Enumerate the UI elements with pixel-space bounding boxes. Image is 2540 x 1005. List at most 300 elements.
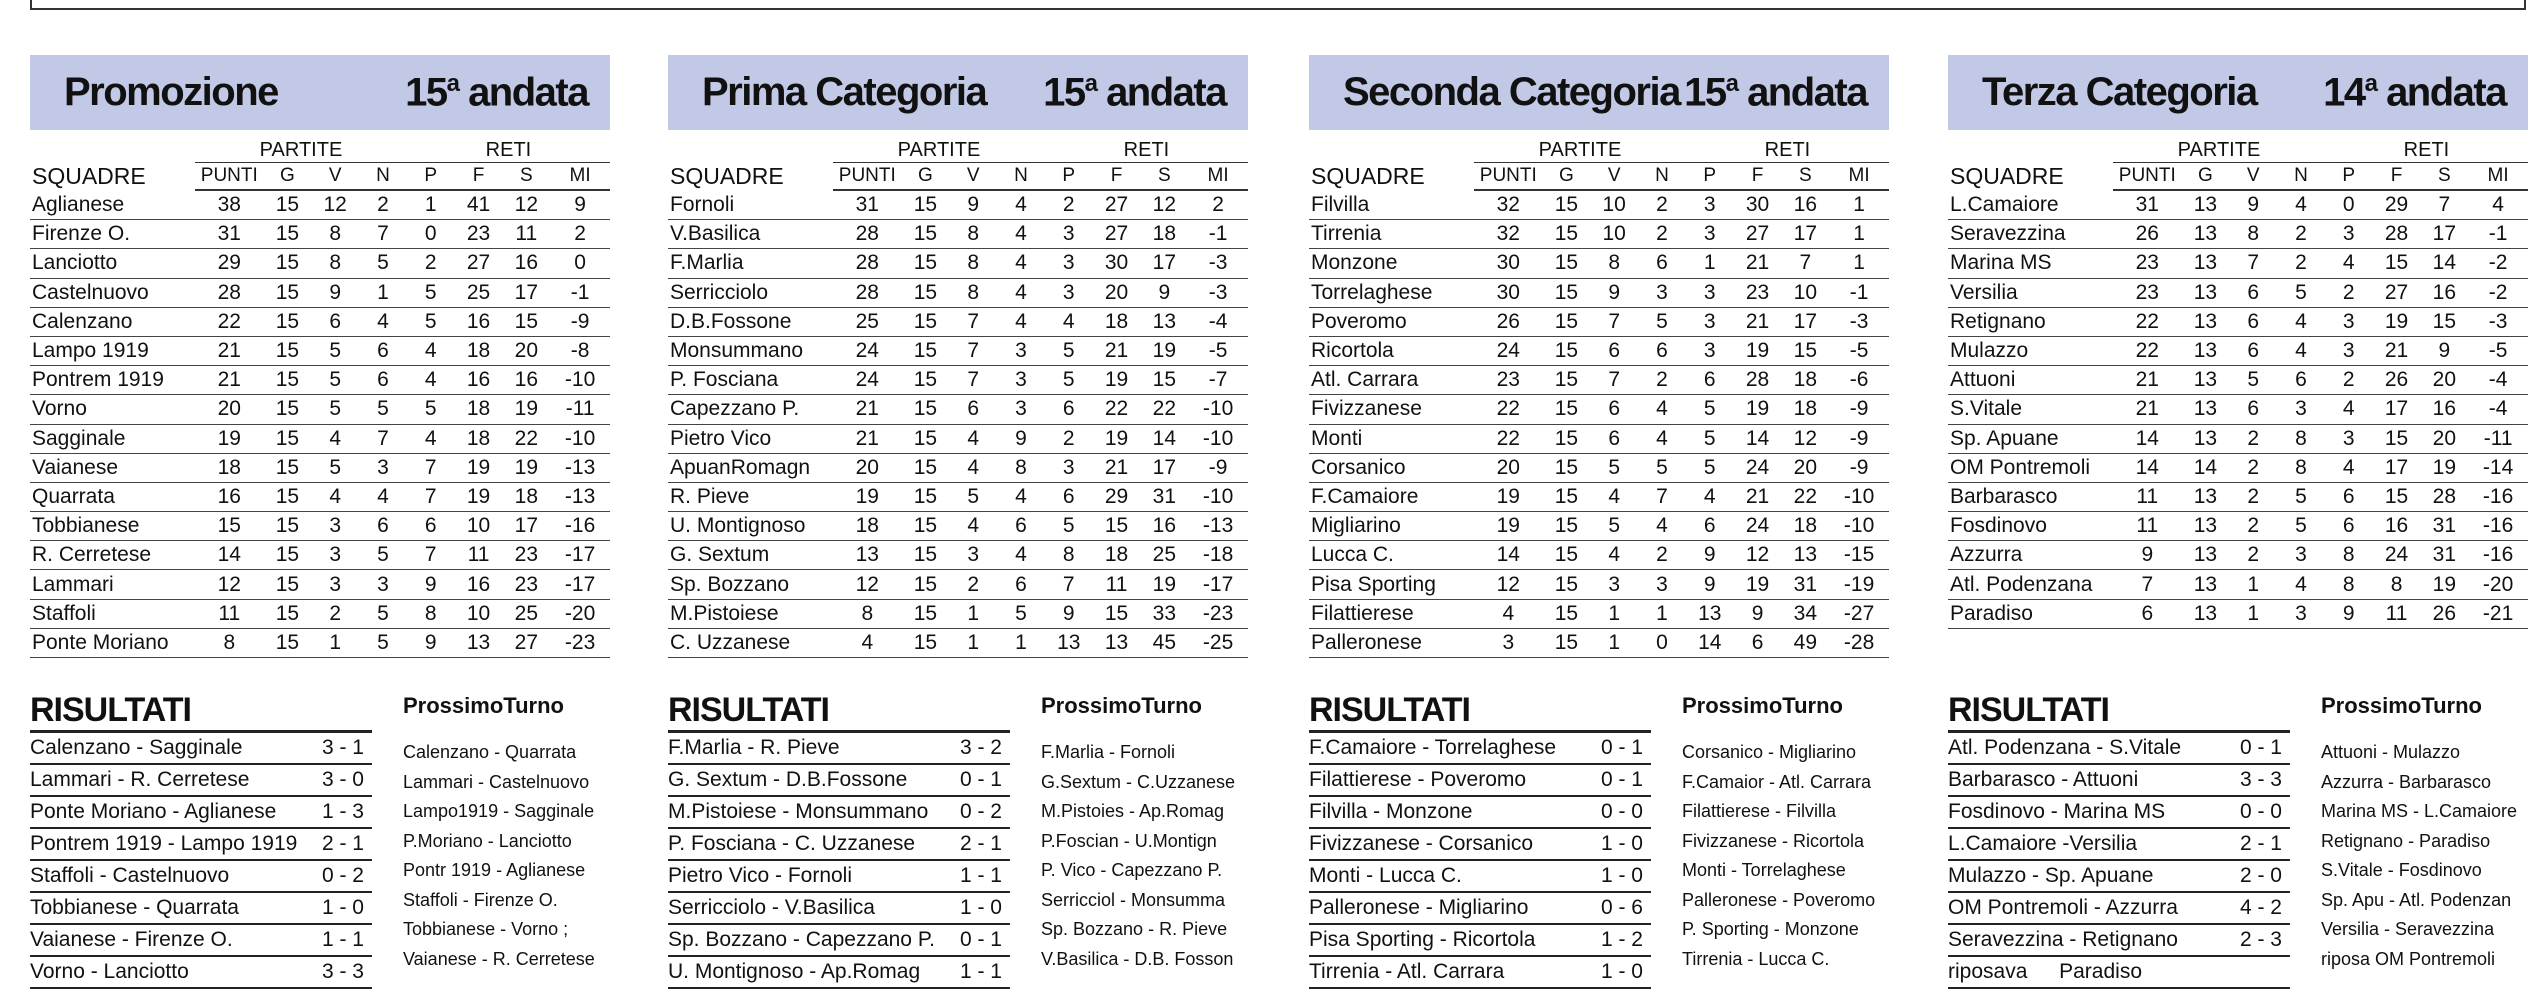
- stat-cell: 18: [466, 339, 491, 363]
- stat-cell: 27: [466, 251, 491, 275]
- stat-cell: 26: [2384, 368, 2409, 392]
- stat-cell: 1: [1703, 251, 1716, 275]
- stat-cell: 15: [1554, 572, 1579, 596]
- match-teams: Fivizzanese - Corsanico: [1309, 832, 1534, 855]
- result-row: [30, 797, 372, 829]
- stat-cell: 0: [2342, 193, 2355, 217]
- standings-row: [668, 366, 1248, 395]
- stat-cell: 6: [1608, 426, 1620, 450]
- next-match: Attuoni - Mulazzo: [2321, 742, 2461, 762]
- stat-cell: 13: [1793, 543, 1817, 567]
- stat-cell: 8: [967, 280, 979, 304]
- stat-cell: 15: [275, 572, 300, 596]
- stat-cell: 13: [2193, 251, 2218, 275]
- standings-row: [668, 307, 1248, 336]
- stat-cell: 9: [2141, 543, 2154, 567]
- result-row: [1948, 925, 2290, 957]
- match-teams: M.Pistoiese - Monsummano: [668, 800, 929, 823]
- next-match: P. Vico - Capezzano P.: [1041, 860, 1223, 880]
- match-score: Paradiso: [2059, 960, 2142, 983]
- standings-row: [668, 220, 1248, 249]
- stat-cell: 7: [1608, 368, 1620, 392]
- stat-cell: 6: [1062, 484, 1075, 508]
- stat-cell: 1: [967, 601, 979, 625]
- match-score: 0 - 1: [1600, 768, 1643, 791]
- team-name: Fosdinovo: [1950, 514, 2047, 538]
- stat-cell: 22: [2135, 339, 2159, 363]
- result-row: [668, 893, 1010, 925]
- stat-cell: 10: [1602, 222, 1626, 246]
- team-name: Lammari: [32, 572, 114, 596]
- standings-row: [1948, 190, 2528, 220]
- stat-cell: 2: [2295, 222, 2307, 246]
- stat-cell: 14: [2135, 426, 2159, 450]
- stat-cell: 15: [1104, 514, 1129, 538]
- standings-row: [1309, 599, 1889, 628]
- stat-cell: 21: [1104, 455, 1129, 479]
- stat-cell: 9: [574, 193, 586, 217]
- stat-cell: 6: [2247, 309, 2259, 333]
- col-header: MI: [1188, 163, 1248, 191]
- stat-cell: 5: [1062, 514, 1075, 538]
- team-name: Torrelaghese: [1311, 280, 1433, 304]
- team-name: Paradiso: [1950, 601, 2033, 625]
- stat-cell: 8: [424, 601, 437, 625]
- stat-cell: 25: [466, 280, 491, 304]
- stat-cell: 5: [1608, 514, 1620, 538]
- col-header: PUNTI: [2113, 163, 2181, 191]
- team-name: Barbarasco: [1950, 484, 2058, 508]
- next-match: Calenzano - Quarrata: [403, 742, 577, 762]
- stat-cell: 6: [2141, 601, 2154, 625]
- result-row: [1309, 797, 1651, 829]
- match-score: 2 - 1: [959, 832, 1002, 855]
- match-teams: Filattierese - Poveromo: [1309, 768, 1527, 791]
- stat-cell: 15: [1554, 484, 1579, 508]
- stat-cell: 16: [2432, 280, 2456, 304]
- standings-row: [1309, 570, 1889, 599]
- stat-cell: 26: [2135, 222, 2159, 246]
- next-match: Filattierese - Filvilla: [1682, 801, 1837, 821]
- match-teams: Pietro Vico - Fornoli: [668, 864, 853, 887]
- standings-row: [668, 424, 1248, 453]
- standings-row: [1309, 453, 1889, 482]
- stat-cell: 19: [514, 397, 538, 421]
- stat-cell: 5: [329, 339, 341, 363]
- standings-row: [1948, 336, 2528, 365]
- next-match: F.Camaior - Atl. Carrara: [1682, 771, 1872, 792]
- standings-row: [1309, 395, 1889, 424]
- standings-row: [1948, 453, 2528, 482]
- match-score: 2 - 1: [2239, 832, 2282, 855]
- standings-row: [1948, 278, 2528, 307]
- stat-cell: 19: [855, 484, 879, 508]
- stat-cell: -10: [1843, 484, 1875, 508]
- results-list: [30, 690, 372, 989]
- stat-cell: 3: [1656, 572, 1668, 596]
- team-name: P. Fosciana: [670, 368, 779, 392]
- stat-cell: 4: [1062, 309, 1075, 333]
- stat-cell: 5: [424, 309, 437, 333]
- team-name: Sp. Bozzano: [670, 572, 790, 596]
- team-name: Capezzano P.: [670, 397, 800, 421]
- stat-cell: -11: [565, 397, 595, 421]
- next-match: Sp. Apu - Atl. Podenzan: [2321, 889, 2512, 910]
- stat-cell: 8: [967, 251, 979, 275]
- squadre-header: SQUADRE: [1950, 163, 2064, 189]
- next-match: Staffoli - Firenze O.: [403, 889, 558, 910]
- stat-cell: 19: [217, 426, 241, 450]
- team-name: Lampo 1919: [32, 339, 149, 363]
- stat-cell: 4: [2342, 455, 2355, 479]
- col-header: G: [2181, 163, 2229, 191]
- stat-cell: 2: [329, 601, 341, 625]
- stat-cell: 13: [466, 630, 491, 654]
- stat-cell: 17: [1152, 251, 1176, 275]
- league-column-terza-categoria: [1948, 55, 2528, 995]
- stat-cell: 3: [1062, 222, 1075, 246]
- stat-cell: 16: [514, 251, 538, 275]
- stat-cell: 9: [1158, 280, 1171, 304]
- next-match: Marina MS - L.Camaiore: [2321, 801, 2518, 821]
- stat-cell: 15: [913, 222, 938, 246]
- standings-row: [30, 482, 610, 511]
- stat-cell: -7: [1208, 368, 1228, 392]
- stat-cell: 3: [967, 543, 979, 567]
- stat-cell: 32: [1496, 193, 1520, 217]
- stat-cell: 2: [377, 193, 389, 217]
- stat-cell: 24: [855, 339, 879, 363]
- stat-cell: 4: [329, 484, 341, 508]
- league-column-promozione: [30, 55, 610, 995]
- stat-cell: -20: [564, 601, 596, 625]
- match-teams: Tobbianese - Quarrata: [30, 896, 239, 919]
- stat-cell: 3: [1703, 309, 1716, 333]
- stat-cell: 20: [514, 339, 538, 363]
- stat-cell: 15: [913, 455, 938, 479]
- stat-cell: 15: [913, 630, 938, 654]
- stat-cell: 5: [329, 455, 341, 479]
- match-score: 1 - 0: [1600, 960, 1643, 983]
- stat-cell: 49: [1793, 630, 1817, 654]
- stat-cell: 12: [1793, 426, 1817, 450]
- standings-row: [30, 336, 610, 365]
- result-row: [668, 925, 1010, 957]
- match-teams: Palleronese - Migliarino: [1309, 896, 1529, 919]
- standings-row: [1948, 307, 2528, 336]
- match-teams: Sp. Bozzano - Capezzano P.: [668, 928, 935, 951]
- stat-cell: 3: [1502, 630, 1515, 654]
- next-match: Retignano - Paradiso: [2321, 830, 2491, 851]
- stat-cell: 23: [514, 572, 538, 596]
- stat-cell: 15: [913, 193, 938, 217]
- squadre-header: SQUADRE: [1311, 163, 1425, 189]
- team-name: Azzurra: [1950, 543, 2023, 567]
- col-header: F: [1093, 163, 1141, 191]
- col-header: G: [901, 163, 949, 191]
- result-row: [30, 925, 372, 957]
- top-frame: [30, 0, 2526, 10]
- stat-cell: -13: [564, 484, 596, 508]
- stat-cell: 15: [913, 484, 938, 508]
- standings-row: [30, 366, 610, 395]
- match-score: 4 - 2: [2239, 896, 2282, 919]
- stat-cell: 15: [275, 514, 300, 538]
- stat-cell: 28: [217, 280, 241, 304]
- stat-cell: 19: [2384, 309, 2409, 333]
- stat-cell: 13: [855, 543, 879, 567]
- stat-cell: 4: [377, 484, 389, 508]
- stat-cell: -17: [1202, 572, 1234, 596]
- stat-cell: 18: [1152, 222, 1176, 246]
- stat-cell: 3: [2342, 339, 2355, 363]
- result-row: [668, 765, 1010, 797]
- stat-cell: 15: [275, 484, 300, 508]
- standings-row: [30, 395, 610, 424]
- stat-cell: 19: [2432, 572, 2456, 596]
- stat-cell: 1: [1853, 251, 1865, 275]
- stat-cell: 21: [217, 368, 241, 392]
- stat-cell: 9: [2342, 601, 2355, 625]
- stat-cell: -28: [1843, 630, 1875, 654]
- stat-cell: 5: [377, 630, 389, 654]
- next-match: Vaianese - R. Cerretese: [403, 948, 595, 969]
- stat-cell: 22: [217, 309, 241, 333]
- stat-cell: 4: [424, 339, 437, 363]
- stat-cell: 2: [967, 572, 979, 596]
- stat-cell: 14: [2193, 455, 2218, 479]
- standings-row: [1309, 541, 1889, 570]
- stat-cell: 5: [2295, 484, 2307, 508]
- stat-cell: 21: [855, 397, 879, 421]
- standings-row: [1948, 482, 2528, 511]
- stat-cell: 25: [1152, 543, 1176, 567]
- result-row: [1309, 893, 1651, 925]
- stat-cell: 28: [1745, 368, 1770, 392]
- team-name: Retignano: [1950, 309, 2046, 333]
- stat-cell: 4: [967, 514, 979, 538]
- stat-cell: 18: [855, 514, 879, 538]
- standings-row: [668, 395, 1248, 424]
- stat-cell: 24: [2384, 543, 2409, 567]
- col-header: S: [2420, 163, 2468, 191]
- stat-cell: 31: [1793, 572, 1817, 596]
- stat-cell: 15: [275, 426, 300, 450]
- team-name: Tobbianese: [32, 514, 140, 538]
- team-name: Quarrata: [32, 484, 115, 508]
- reti-group-header: RETI: [1686, 138, 1889, 163]
- stat-cell: 7: [1799, 251, 1812, 275]
- league-name: Prima Categoria: [702, 70, 987, 114]
- col-header: N: [359, 163, 407, 191]
- result-row: [30, 829, 372, 861]
- stat-cell: -13: [1202, 514, 1234, 538]
- stat-cell: 3: [1062, 455, 1075, 479]
- match-score: 0 - 1: [959, 928, 1002, 951]
- stat-cell: 16: [1152, 514, 1176, 538]
- stat-cell: 2: [424, 251, 437, 275]
- league-name: Promozione: [64, 70, 278, 114]
- result-row: [1309, 861, 1651, 893]
- stat-cell: -3: [1208, 280, 1228, 304]
- stat-cell: 2: [2247, 455, 2259, 479]
- stat-cell: -14: [2482, 455, 2514, 479]
- stat-cell: 21: [2384, 339, 2409, 363]
- stat-cell: 5: [377, 397, 389, 421]
- stat-cell: -9: [570, 309, 590, 333]
- stat-cell: 15: [1554, 222, 1579, 246]
- team-name: G. Sextum: [670, 543, 770, 567]
- match-score: 3 - 0: [321, 768, 364, 791]
- team-name: Lucca C.: [1311, 543, 1394, 567]
- team-name: R. Cerretese: [32, 543, 152, 567]
- next-match: Palleronese - Poveromo: [1682, 889, 1876, 910]
- partite-group-header: PARTITE: [833, 138, 1045, 163]
- stat-cell: 15: [913, 543, 938, 567]
- stat-cell: 2: [1062, 193, 1075, 217]
- stat-cell: 1: [1853, 193, 1865, 217]
- team-name: Corsanico: [1311, 455, 1406, 479]
- next-round-title: ProssimoTurno: [2321, 693, 2482, 718]
- stat-cell: 12: [855, 572, 879, 596]
- stat-cell: 2: [2247, 484, 2259, 508]
- stat-cell: 22: [1152, 397, 1176, 421]
- stat-cell: 5: [377, 543, 389, 567]
- col-header: V: [311, 163, 359, 191]
- stat-cell: 28: [2384, 222, 2409, 246]
- match-score: 0 - 0: [2239, 800, 2282, 823]
- stat-cell: 5: [424, 397, 437, 421]
- stat-cell: 5: [967, 484, 979, 508]
- stat-cell: 21: [1745, 251, 1770, 275]
- stat-cell: 21: [2135, 368, 2159, 392]
- reti-group-header: RETI: [407, 138, 610, 163]
- standings-row: [1309, 249, 1889, 278]
- league-column-seconda-categoria: [1309, 55, 1889, 995]
- standings-row: [1948, 599, 2528, 628]
- stat-cell: 7: [2438, 193, 2451, 217]
- result-row: [668, 861, 1010, 893]
- stat-cell: 24: [1745, 514, 1770, 538]
- league-name: Seconda Categoria: [1343, 70, 1680, 114]
- stat-cell: -13: [564, 455, 596, 479]
- result-row: [1948, 797, 2290, 829]
- stat-cell: -1: [1208, 222, 1228, 246]
- stat-cell: 8: [2342, 572, 2355, 596]
- stat-cell: 29: [217, 251, 241, 275]
- stat-cell: 13: [1698, 601, 1722, 625]
- stat-cell: 4: [1015, 543, 1027, 567]
- stat-cell: 4: [1015, 222, 1027, 246]
- result-row: [1309, 925, 1651, 957]
- stat-cell: 4: [1656, 426, 1668, 450]
- stat-cell: 38: [217, 193, 241, 217]
- match-score: 2 - 0: [2239, 864, 2282, 887]
- stat-cell: 23: [2135, 251, 2159, 275]
- stat-cell: 20: [1793, 455, 1817, 479]
- stat-cell: 5: [424, 280, 437, 304]
- stat-cell: -21: [2482, 601, 2514, 625]
- stat-cell: 15: [913, 280, 938, 304]
- stat-cell: 1: [2247, 572, 2259, 596]
- next-match: Tirrenia - Lucca C.: [1682, 948, 1830, 969]
- team-name: Pietro Vico: [670, 426, 772, 450]
- standings-row: [1309, 482, 1889, 511]
- result-row: [1948, 893, 2290, 925]
- standings-row: [1309, 278, 1889, 307]
- stat-cell: 19: [1496, 484, 1520, 508]
- stat-cell: -9: [1849, 397, 1869, 421]
- results-title: RISULTATI: [668, 690, 1010, 733]
- stat-cell: 14: [1745, 426, 1770, 450]
- stat-cell: 13: [1152, 309, 1176, 333]
- stat-cell: 9: [967, 193, 979, 217]
- stat-cell: 15: [1554, 543, 1579, 567]
- stat-cell: 18: [1793, 397, 1817, 421]
- stat-cell: 27: [2384, 280, 2409, 304]
- match-score: 0 - 6: [1600, 896, 1643, 919]
- col-header: P: [407, 163, 455, 191]
- result-row: [668, 829, 1010, 861]
- stat-cell: 4: [1608, 484, 1620, 508]
- standings-row: [668, 190, 1248, 220]
- stat-cell: 14: [1698, 630, 1722, 654]
- standings-row: [30, 190, 610, 220]
- match-teams: Atl. Podenzana - S.Vitale: [1948, 736, 2182, 759]
- stat-cell: 15: [1104, 601, 1129, 625]
- stat-cell: 19: [514, 455, 538, 479]
- stat-cell: 15: [275, 601, 300, 625]
- col-header: MI: [1829, 163, 1889, 191]
- result-row: [1309, 957, 1651, 989]
- stat-cell: 1: [1608, 601, 1620, 625]
- col-header: MI: [2468, 163, 2528, 191]
- stat-cell: 8: [2342, 543, 2355, 567]
- stat-cell: 5: [2247, 368, 2259, 392]
- next-match: Tobbianese - Vorno ;: [403, 919, 569, 939]
- team-name: Marina MS: [1950, 251, 2052, 275]
- standings-row: [668, 336, 1248, 365]
- stat-cell: -4: [1208, 309, 1228, 333]
- result-row: [30, 733, 372, 765]
- stat-cell: 9: [2247, 193, 2259, 217]
- stat-cell: 17: [514, 280, 538, 304]
- col-header: PUNTI: [195, 163, 263, 191]
- stat-cell: 5: [377, 251, 389, 275]
- stat-cell: -4: [2488, 397, 2508, 421]
- stat-cell: 13: [2193, 309, 2218, 333]
- match-teams: Fosdinovo - Marina MS: [1948, 800, 2166, 823]
- stat-cell: 2: [2295, 251, 2307, 275]
- standings-row: [1948, 570, 2528, 599]
- stat-cell: 17: [514, 514, 538, 538]
- stat-cell: -23: [564, 630, 596, 654]
- standings-table: [1309, 138, 1889, 658]
- stat-cell: -10: [1202, 397, 1234, 421]
- team-name: Versilia: [1950, 280, 2018, 304]
- stat-cell: 2: [574, 222, 586, 246]
- stat-cell: -9: [1208, 455, 1228, 479]
- stat-cell: 4: [967, 455, 979, 479]
- stat-cell: 15: [275, 339, 300, 363]
- col-header: PUNTI: [1474, 163, 1542, 191]
- stat-cell: 5: [1015, 601, 1027, 625]
- team-name: S.Vitale: [1950, 397, 2022, 421]
- stat-cell: 15: [1152, 368, 1176, 392]
- stat-cell: 9: [1608, 280, 1620, 304]
- stat-cell: 15: [275, 543, 300, 567]
- next-match: Sp. Bozzano - R. Pieve: [1041, 919, 1228, 939]
